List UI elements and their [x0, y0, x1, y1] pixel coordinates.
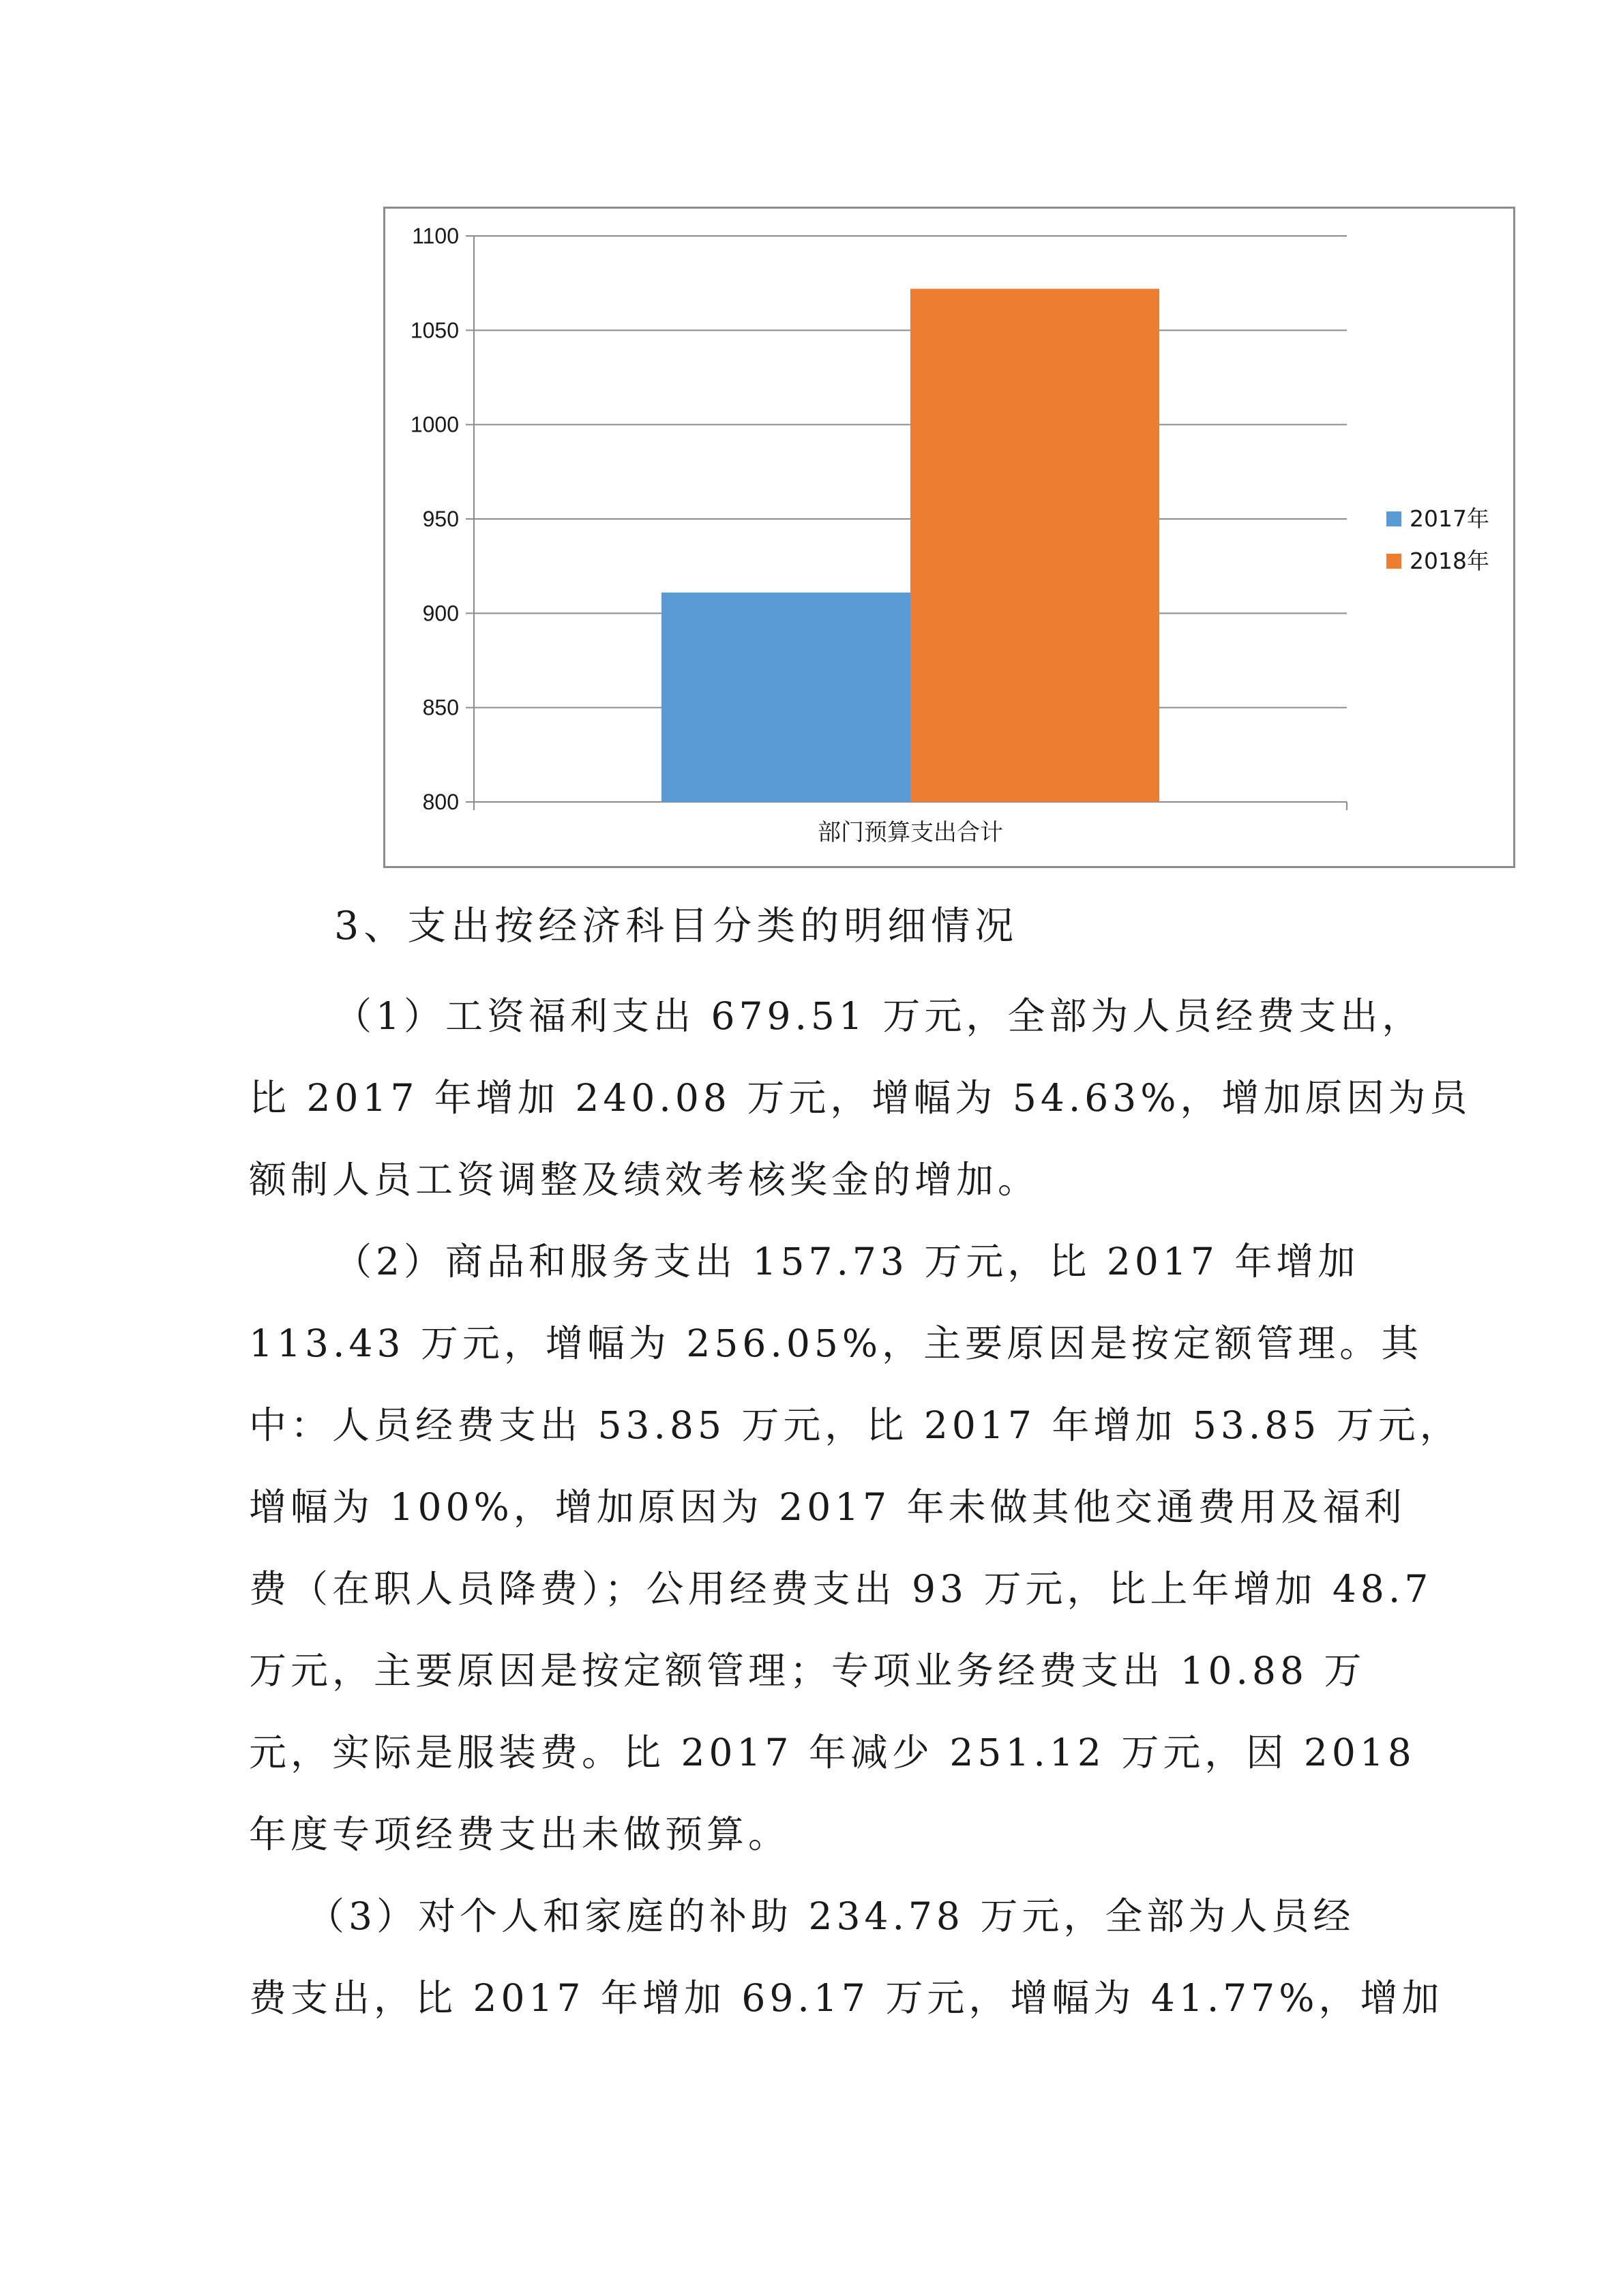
- y-tick-label: 900: [422, 601, 459, 626]
- paragraph-line: 113.43 万元，增幅为 256.05%，主要原因是按定额管理。其: [249, 1322, 1423, 1365]
- y-tick-label: 1000: [410, 412, 459, 437]
- paragraph-line: 万元，主要原因是按定额管理；专项业务经费支出 10.88 万: [249, 1649, 1366, 1693]
- section-heading: 3、支出按经济科目分类的明细情况: [334, 904, 1019, 949]
- y-tick-label: 1100: [412, 224, 459, 248]
- bar-chart: [385, 209, 1517, 870]
- y-tick-label: 800: [422, 790, 459, 814]
- paragraph-line: 元，实际是服装费。比 2017 年减少 251.12 万元，因 2018: [249, 1731, 1416, 1774]
- paragraph-line: 增幅为 100%，增加原因为 2017 年未做其他交通费用及福利: [249, 1485, 1406, 1529]
- paragraph-line: 额制人员工资调整及绩效考核奖金的增加。: [249, 1158, 1040, 1202]
- y-tick-label: 950: [422, 507, 459, 531]
- paragraph-line: 费（在职人员降费）；公用经费支出 93 万元，比上年增加 48.7: [249, 1567, 1433, 1611]
- legend-swatch: [1386, 511, 1401, 526]
- paragraph-line: （2）商品和服务支出 157.73 万元，比 2017 年增加: [334, 1240, 1360, 1283]
- legend-label: 2018年: [1410, 548, 1489, 574]
- paragraph-line: 中：人员经费支出 53.85 万元，比 2017 年增加 53.85 万元，: [249, 1403, 1461, 1447]
- bar-2017: [661, 593, 910, 802]
- legend-label: 2017年: [1410, 505, 1489, 532]
- x-category-label: 部门预算支出合计: [818, 819, 1003, 846]
- legend-swatch: [1386, 554, 1401, 569]
- chart-container: [383, 207, 1515, 868]
- paragraph-line: （1）工资福利支出 679.51 万元，全部为人员经费支出，: [334, 994, 1424, 1038]
- paragraph-line: 费支出，比 2017 年增加 69.17 万元，增幅为 41.77%，增加: [249, 1976, 1444, 2020]
- y-tick-label: 850: [422, 695, 459, 720]
- paragraph-line: （3）对个人和家庭的补助 234.78 万元，全部为人员经: [307, 1894, 1355, 1938]
- paragraph-line: 年度专项经费支出未做预算。: [249, 1813, 790, 1856]
- bar-2018: [910, 288, 1159, 802]
- y-tick-label: 1050: [410, 318, 459, 343]
- paragraph-line: 比 2017 年增加 240.08 万元，增幅为 54.63%，增加原因为员: [249, 1076, 1472, 1120]
